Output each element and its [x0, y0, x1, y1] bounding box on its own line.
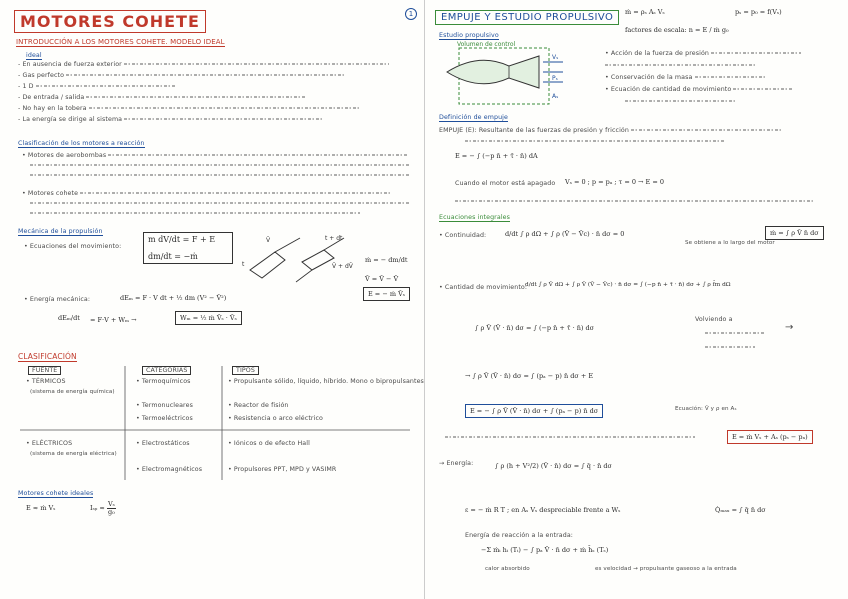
row-electricos-note: (sistema de energía eléctrica) [30, 451, 117, 457]
last-note-1: calor absorbido [485, 566, 530, 572]
eq-energy-integral: ∫ ρ (h + V²/2) (V̄ · n̄) dσ = ∫ q̄ · n̄ dσ [495, 462, 612, 470]
row-cat-5: • Electromagnéticos [136, 466, 203, 473]
diagram-label-t: t [242, 261, 245, 268]
diagram-label-exit-velocity: Vₛ [552, 54, 559, 61]
energia-label-right: → Energía: [439, 460, 474, 467]
step-note-scribble [705, 330, 765, 337]
eq-vector-2: E = − ṁ V̄ₛ [363, 287, 410, 301]
nozzle-heading: Estudio propulsivo [439, 32, 499, 39]
diagram-label-v: V̄ [266, 237, 271, 244]
col-fuente: FUENTE [28, 366, 61, 375]
momentum-label: • Cantidad de movimiento: [439, 284, 528, 291]
right-note-1: • Acción de la fuerza de presión [605, 50, 801, 57]
empuje-definition: EMPUJE (E): Resultante de las fuerzas de presión y fricción [439, 127, 781, 134]
motion-heading: Mecánica de la propulsión [18, 228, 103, 235]
right-note-scribble-1 [605, 62, 755, 69]
header-eq-2: pₛ = p₀ = f(Vₛ) [735, 8, 782, 16]
ecuaciones-label: • Ecuaciones del movimiento: [24, 243, 122, 250]
classification-intro-heading: Clasificación de los motores a reacción [18, 140, 145, 147]
eq-momentum: m dV/dt = F + E [148, 235, 216, 244]
eq-continuity: d/dt ∫ ρ dΩ + ∫ ρ (V̄ − V̄c) · n̄ dσ = 0 [505, 230, 625, 238]
col-categorias: CATEGORÍAS [142, 366, 191, 375]
intro-item-1: - En ausencia de fuerza exterior [18, 61, 389, 68]
header-eq-1: ṁ = ρₛ Aₛ Vₛ [625, 8, 665, 16]
empuje-scribble-2 [455, 198, 815, 205]
row-tipo-1: • Propulsante sólido, líquido, híbrido. Mono o bipropulsantes [228, 378, 424, 385]
eq-energy-rate: = F·V + Wₘ → [90, 316, 137, 324]
continuity-label: • Continuidad: [439, 232, 487, 239]
eq-thrust-ideal: E ≈ ṁ Vₛ [26, 504, 56, 512]
eq-specific-impulse: Iₛₚ ≈ $\frac{\text{Vₛ}}{\text{g₀}}$ [90, 500, 115, 516]
step-note-scribble-2 [705, 344, 755, 351]
header-eq-3: factores de escala: n = E / ṁ g₀ [625, 26, 729, 34]
diagram-label-tdt: t + dt [325, 235, 343, 242]
eq-reaction-energy: −Σ ṁᵢ hᵢ (Tᵢ) − ∫ pₐ V̄ · n̄ dσ + ṁ h̄ₛ (Tₛ) [481, 546, 609, 554]
row-termicos-left: • TÉRMICOS [26, 378, 66, 385]
diagram-label-exit-area: Aₛ [552, 93, 559, 100]
intro-item-4: - De entrada / salida [18, 94, 306, 101]
right-page [424, 0, 848, 599]
eq-vector-1: V̄ = V̄ − V̄ [365, 275, 399, 283]
row-tipo-4: • Iónicos o de efecto Hall [228, 440, 310, 447]
diagram-label-control-volume: Volumen de control [457, 41, 516, 48]
diagram-label-vdv: V̄ + dV̄ [332, 263, 353, 270]
empuje-heading: Definición de empuje [439, 114, 508, 121]
right-note-3: • Ecuación de cantidad de movimiento [605, 86, 793, 93]
thrust-final-box: E = ṁ Vₛ + Aₛ (pₛ − pₐ) [727, 430, 813, 444]
eq-power-box: Wₘ = ½ ṁ V̄ₛ · V̄ₛ [175, 311, 242, 325]
eq-thrust-integral: E = − ∫ (−p n̄ + τ̄ · n̄) dA [455, 152, 538, 160]
col-tipos: TIPOS [232, 366, 259, 375]
ideal-rocket-heading: Motores cohete ideales [18, 490, 94, 497]
row-cat-3: • Termoeléctricos [136, 415, 193, 422]
right-note-scribble-2 [625, 98, 735, 105]
eq-energy: dEₘ = F · V dt + ½ dm (V² − V̄²) [120, 294, 227, 302]
continuity-note: Se obtiene a lo largo del motor [685, 240, 775, 246]
intro-item-5: - No hay en la tobera [18, 105, 359, 112]
intro-item-3: - 1 D [18, 83, 176, 90]
integral-eqs-heading: Ecuaciones integrales [439, 214, 511, 221]
row-cat-1: • Termoquímicos [136, 378, 191, 385]
conclusion-scribble [445, 434, 695, 441]
eq-energy-work: ε = − ṁ R T ; en Aₛ Vₛ despreciable frente a Wₛ [465, 506, 621, 514]
classification-heading: CLASIFICACIÓN [18, 352, 77, 361]
row-tipo-3: • Resistencia o arco eléctrico [228, 415, 323, 422]
step-note: Volviendo a [695, 316, 733, 323]
page-title: MOTORES COHETE [14, 10, 206, 33]
row-electricos-left: • ELÉCTRICOS [26, 440, 73, 447]
right-page-title: EMPUJE Y ESTUDIO PROPULSIVO [435, 10, 619, 25]
eq-mass: dm/dt = −ṁ [148, 252, 198, 261]
last-heading: Energía de reacción a la entrada: [465, 532, 574, 539]
row-tipo-2: • Reactor de fisión [228, 402, 289, 409]
eq-heat-max: Q̇ₘₐₓ = ∫ q̄ n̄ dσ [715, 506, 766, 514]
section2-item-1: • Motores de aerobombas [22, 152, 408, 159]
last-note-2: es velocidad → propulsante gaseoso a la entrada [595, 566, 737, 572]
eq-mass-rate: ṁ = − dm/dt [365, 256, 408, 264]
section2-item-2: • Motores cohete [22, 190, 390, 197]
intro-item-2: - Gas perfecto [18, 72, 346, 79]
energia-label: • Energía mecánica: [24, 296, 91, 303]
eq-expand: → ∫ ρ V̄ (V̄ · n̄) dσ = ∫ (pₐ − p) n̄ dσ + E [465, 372, 594, 380]
arrow-right: → [785, 322, 794, 333]
eq-thrust-off: Vₛ = 0 ; p = pₐ ; τ = 0 → E = 0 [565, 178, 664, 186]
empuje-scribble [465, 138, 725, 145]
thrust-result-box: E = − ∫ ρ V̄ (V̄ · n̄) dσ + ∫ (pₐ − p) n̄ dσ [465, 404, 603, 418]
row-termicos-note: (sistema de energía química) [30, 389, 115, 395]
continuity-result-box: ṁ = ∫ ρ V̄ n̄ dσ [765, 226, 824, 240]
empuje-off-label: Cuando el motor está apagado [455, 180, 556, 187]
nozzle-control-volume-diagram [439, 42, 569, 112]
eq-energy-rate-lhs: dEₘ/dt [58, 314, 80, 322]
right-note-2: • Conservación de la masa [605, 74, 765, 81]
intro-heading: INTRODUCCIÓN A LOS MOTORES COHETE. MODELO IDEAL [16, 38, 225, 46]
page-number-badge: 1 [405, 8, 417, 20]
eq-momentum-integral: d/dt ∫ ρ V̄ dΩ + ∫ ρ V̄ (V̄ − V̄c) · n̄ dσ = ∫ (−p n̄ + τ̄ · n̄) dσ + ∫ ρ f̄m dΩ [525, 282, 731, 288]
final-note: Ecuación: V̄ y ρ en Aₛ [675, 406, 737, 412]
intro-item-6: - La energía se dirige al sistema [18, 116, 324, 123]
diagram-label-exit-pressure: Pₛ [552, 75, 558, 82]
row-tipo-5: • Propulsores PPT, MPD y VASIMR [228, 466, 337, 473]
intro-subheading: ideal [26, 52, 42, 59]
row-cat-2: • Termonucleares [136, 402, 193, 409]
eq-step: ∫ ρ V̄ (V̄ · n̄) dσ = ∫ (−p n̄ + τ̄ · n̄) dσ [475, 324, 595, 332]
row-cat-4: • Electrostáticos [136, 440, 190, 447]
